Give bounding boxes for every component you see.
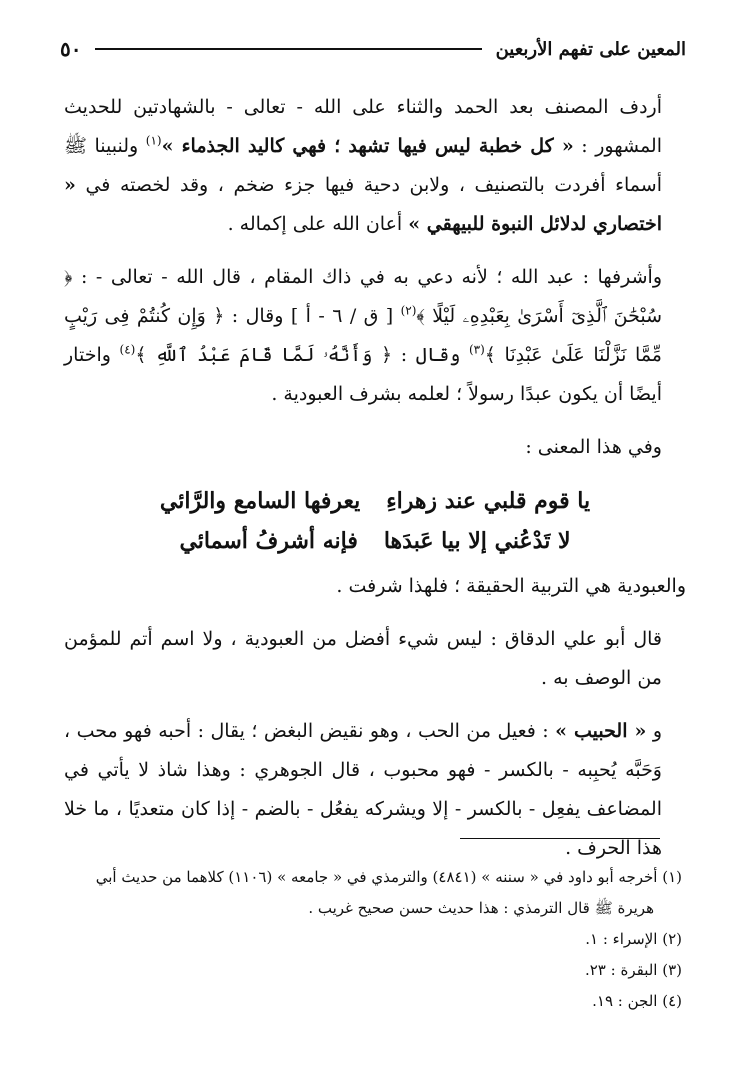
p1-text-1: المشهور : [573,135,662,157]
p1-text-2: ولنبينا ﷺ أسماء أفردت بالتصنيف ، ولابن دحية فيها جزء ضخم ، وقد لخصته في [64,135,662,196]
footnote-ref-4: (٤) [119,342,136,357]
p2-text-3: وقال : ﴿ وَأَنَّهُۥ لَمَّا قَامَ عَبْدُ ٱللَّهِ ﴾ [135,344,469,366]
poem-hemistich: يا قوم قلبي عند زهراءِ [386,488,591,514]
poem [64,481,686,561]
footnote-ref-1: (١) [145,133,162,148]
footnote-ref-3: (٣) [468,342,485,357]
paragraph-6 [64,712,686,868]
paragraph-4: والعبودية هي التربية الحقيقة ؛ فلهذا شرفت . [336,575,686,597]
term-habib: « الحبيب » [555,720,647,742]
p2-text-4: واختار أيضًا أن يكون عبدًا رسولاً ؛ لعلمه بشرف العبودية . [64,344,662,405]
poem-line-1 [64,481,686,521]
p2-text-2: [ ق / ٦ - أ ] وقال : ﴿ وَإِن كُنتُمْ فِى رَيْبٍ مِّمَّا نَزَّلْنَا عَلَىٰ عَبْدِنَا ﴾ [64,305,662,366]
paragraph-3: وفي هذا المعنى : [525,436,662,458]
page-number: ٥٠ [60,37,82,61]
footnote-1-continued: هريرة ﷺ قال الترمذي : هذا حديث حسن صحيح غريب . [308,899,654,917]
main-text [64,88,686,882]
paragraph-1 [64,88,686,244]
footnote-ref-2: (٢) [400,303,417,318]
footnotes [60,862,682,1017]
paragraph-5: قال أبو علي الدقاق : ليس شيء أفضل من العبودية ، ولا اسم أتم للمؤمن من الوصف به . [64,628,662,689]
poem-hemistich: فإنه أشرفُ أسمائي [179,528,358,554]
p6-text-2: : فعيل من الحب ، وهو نقيض البغض ؛ يقال : أحبه فهو محب ، وَحَبَّه يُحبِبه - بالكسر - فهو محبوب ، قال الجوهري : وهذا شاذ لا يأتي في المضاعف يفعِل - بالكسر - إلا ويشركه يفعُل - بالضم - إذا كان متعديًا ، ما خلا هذا الحرف . [64,720,662,859]
poem-hemistich: يعرفها السامع والرَّائي [159,488,361,514]
footnote-3: (٣) البقرة : ٢٣. [584,961,682,979]
p2-text-1: وأشرفها : عبد الله ؛ لأنه دعي به في ذاك المقام ، قال الله - تعالى - : ﴿ سُبْحَٰنَ ٱلَّذِىٓ أَسْرَىٰ بِعَبْدِهِۦ لَيْلًا ﴾ [64,266,662,327]
hadith-quote: « كل خطبة ليس فيها تشهد ؛ فهي كاليد الجذماء » [161,135,574,157]
poem-hemistich: لا تَدْعُني إلا بيا عَبدَها [383,528,571,554]
p1-text-3: أعان الله على إكماله . [227,213,409,235]
page-header [60,34,686,64]
paragraph-2 [64,258,686,414]
running-title: المعين على تفهم الأربعين [495,38,686,60]
footnote-2: (٢) الإسراء : ١. [585,930,682,948]
footnote-4: (٤) الجن : ١٩. [592,992,682,1010]
footnote-1: (١) أخرجه أبو داود في « سننه » (٤٨٤١) والترمذي في « جامعه » (١١٠٦) كلاهما من حديث أبي [95,868,682,886]
footnote-rule [460,838,660,839]
book-title: « اختصاري لدلائل النبوة للبيهقي » [64,174,662,235]
p1-line1: أردف المصنف بعد الحمد والثناء على الله - تعالى - بالشهادتين للحديث [64,96,662,118]
poem-line-2 [64,521,686,561]
header-rule [95,48,481,50]
p6-text-1: و [646,720,662,742]
